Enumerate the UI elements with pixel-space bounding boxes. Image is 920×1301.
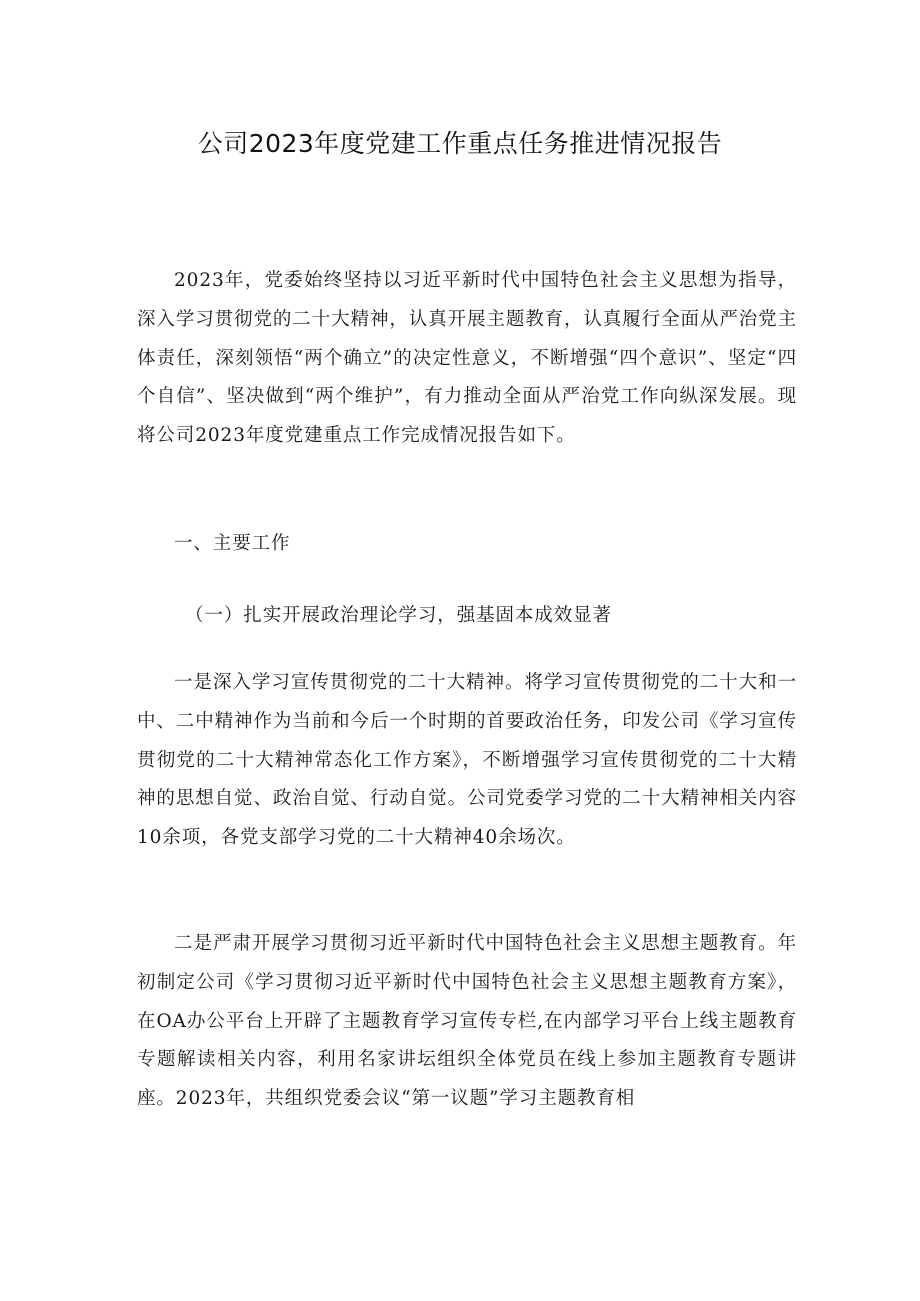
point-one-paragraph: 一是深入学习宣传贯彻党的二十大精神。将学习宣传贯彻党的二十大和一中、二中精神作为当前和今后一个时期的首要政治任务，印发公司《学习宣传贯彻党的二十大精神常态化工作方案》，不断增强学习宣传贯彻党的二十大精神的思想自觉、政治自觉、行动自觉。公司党委学习党的二十大精神相关内容10余项，各党支部学习党的二十大精神40余场次。 (137, 672, 797, 849)
section-heading: 一、主要工作 (174, 533, 291, 554)
document-title: 公司2023年度党建工作重点任务推进情况报告 (197, 129, 723, 158)
subsection-heading: （一）扎实开展政治理论学习，强基固本成效显著 (185, 605, 612, 626)
point-two-paragraph: 二是严肃开展学习贯彻习近平新时代中国特色社会主义思想主题教育。年初制定公司《学习贯彻习近平新时代中国特色社会主义思想主题教育方案》，在OA办公平台上开辟了主题教育学习宣传专栏,在内部学习平台上线主题教育专题解读相关内容，利用名家讲坛组织全体党员在线上参加主题教育专题讲座。2023年，共组织党委会议“第一议题”学习主题教育相 (137, 933, 797, 1110)
intro-paragraph: 2023年，党委始终坚持以习近平新时代中国特色社会主义思想为指导，深入学习贯彻党的二十大精神，认真开展主题教育，认真履行全面从严治党主体责任，深刻领悟“两个确立”的决定性意义，不断增强“四个意识”、坚定“四个自信”、坚决做到“两个维护”，有力推动全面从严治党工作向纵深发展。现将公司2023年度党建重点工作完成情况报告如下。 (137, 270, 797, 447)
